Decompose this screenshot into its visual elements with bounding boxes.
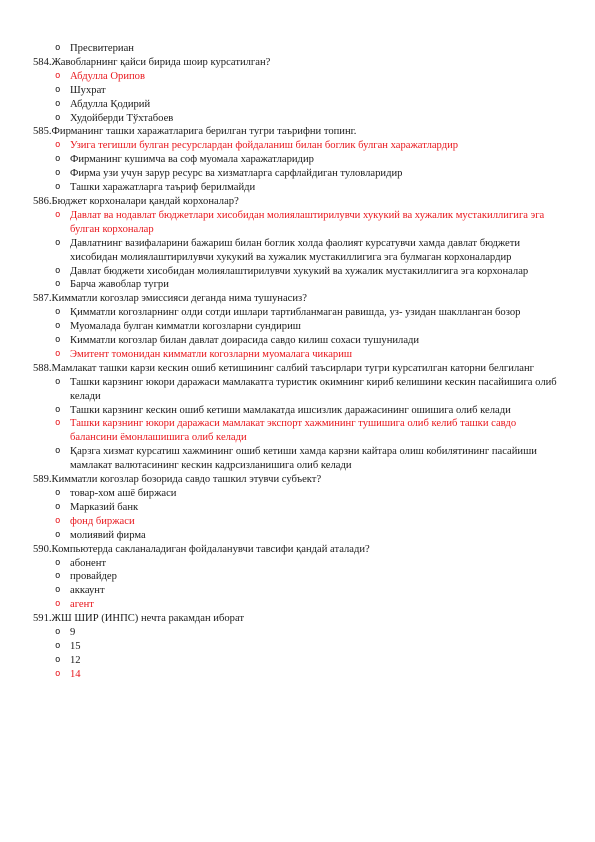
- answer-text: Муомалада булган кимматли когозларни сундириш: [70, 321, 301, 333]
- bullet-icon: o: [55, 501, 61, 512]
- bullet-icon: o: [55, 209, 61, 220]
- answer-text: агент: [70, 599, 94, 611]
- answer-option: [33, 278, 561, 292]
- answer-option-correct: [33, 668, 561, 682]
- bullet-icon: o: [55, 140, 61, 151]
- answer-option: [33, 84, 561, 98]
- answer-option-correct: [33, 70, 561, 84]
- answer-text: провайдер: [70, 571, 117, 583]
- answer-option: [33, 445, 561, 473]
- question-text: 585.Фирманинг ташки харажатларига берилган тугри таърифни топинг.: [33, 126, 357, 138]
- answer-options: [33, 42, 561, 56]
- answer-option: [33, 153, 561, 167]
- question-block: [33, 56, 561, 126]
- answer-text: Ташки карзнинг кескин ошиб кетиши мамлакатда ишсизлик даражасининг ошишига олиб келади: [70, 404, 511, 416]
- question-text: 587.Кимматли когозлар эмиссияси деганда нима тушунасиз?: [33, 293, 307, 305]
- answer-text: Марказий банк: [70, 501, 139, 513]
- answer-option-correct: [33, 515, 561, 529]
- question-block: [33, 362, 561, 473]
- bullet-icon: o: [55, 599, 61, 610]
- answer-text: Худойберди Тўхтабоев: [70, 112, 174, 124]
- answer-options: [33, 209, 561, 292]
- bullet-icon: o: [55, 571, 61, 582]
- question-text: 591.ЖШ ШИР (ИНПС) нечта ракамдан иборат: [33, 613, 245, 625]
- answer-option: [33, 376, 561, 404]
- bullet-icon: o: [55, 404, 61, 415]
- bullet-icon: o: [55, 376, 61, 387]
- bullet-icon: o: [55, 84, 61, 95]
- answer-option: [33, 640, 561, 654]
- answer-option: [33, 529, 561, 543]
- answer-option: [33, 501, 561, 515]
- question-block: [33, 473, 561, 543]
- answer-text: Ташки карзнинг юкори даражаси мамлакатга туристик окимнинг кириб келишини кескин пасайишига олиб келади: [70, 376, 557, 402]
- answer-option: [33, 487, 561, 501]
- question-text: 588.Мамлакат ташки карзи кескин ошиб кетишининг салбий таъсирлари тугри курсатилган каторни белгиланг: [33, 362, 534, 374]
- answer-options: [33, 376, 561, 473]
- question-block: [33, 42, 561, 56]
- answer-option: [33, 112, 561, 126]
- answer-text: Ташки харажатларга таъриф берилмайди: [70, 182, 256, 194]
- bullet-icon: o: [55, 348, 61, 359]
- answer-option: [33, 306, 561, 320]
- answer-text: Давлат бюджети хисобидан молиялаштирилувчи хукукий ва хужалик мустакиллигига эга корхоналар: [70, 265, 529, 277]
- answer-option: [33, 320, 561, 334]
- answer-text: Эмитент томонидан кимматли когозларни муомалага чикариш: [70, 348, 353, 360]
- bullet-icon: o: [55, 515, 61, 526]
- bullet-icon: o: [55, 265, 61, 276]
- answer-option: [33, 404, 561, 418]
- answer-text: Қарзга хизмат курсатиш хажмининг ошиб кетиши хамда карзни кайтара олиш кобилятининг пасайиши мамлакат валютасининг кескин кадрсизланишига олиб келади: [70, 446, 537, 472]
- answer-option: [33, 654, 561, 668]
- answer-options: [33, 139, 561, 195]
- answer-options: [33, 626, 561, 682]
- answer-text: товар-хом ашё биржаси: [70, 488, 177, 499]
- answer-option: [33, 265, 561, 279]
- answer-text: 14: [70, 668, 81, 680]
- answer-option-correct: [33, 348, 561, 362]
- answer-text: Давлатнинг вазифаларини бажариш билан боглик холда фаолият курсатувчи хамда давлат бюджети хисобидан молиялаштирилувчи хукукий ва хужалик мустакиллигига эга булмаган корхоналардир: [70, 237, 521, 263]
- question-block: [33, 292, 561, 362]
- answer-options: [33, 70, 561, 126]
- answer-option: [33, 42, 561, 56]
- bullet-icon: o: [55, 43, 61, 53]
- answer-text: молиявий фирма: [70, 529, 146, 541]
- question-block: [33, 125, 561, 195]
- question-block: [33, 543, 561, 613]
- bullet-icon: o: [55, 279, 61, 290]
- answer-text: Узига тегишли булган ресурслардан фойдаланиш билан боглик булган харажатлардир: [70, 140, 459, 152]
- bullet-icon: o: [55, 488, 61, 498]
- answer-text: Шухрат: [70, 84, 106, 96]
- bullet-icon: o: [55, 529, 61, 540]
- question-text: 589.Кимматли когозлар бозорида савдо ташкил этувчи субъект?: [33, 474, 322, 486]
- answer-option: [33, 584, 561, 598]
- answer-text: 12: [70, 654, 81, 666]
- answer-text: 15: [70, 640, 81, 652]
- answer-options: [33, 487, 561, 543]
- bullet-icon: o: [55, 557, 61, 568]
- answer-option: [33, 181, 561, 195]
- bullet-icon: o: [55, 98, 61, 109]
- bullet-icon: o: [55, 321, 61, 332]
- bullet-icon: o: [55, 307, 61, 318]
- answer-option: [33, 557, 561, 571]
- bullet-icon: o: [55, 640, 61, 651]
- answer-text: Кимматли когозлар билан давлат доирасида савдо килиш сохаси тушунилади: [70, 335, 420, 347]
- answer-text: аккаунт: [70, 585, 105, 597]
- bullet-icon: o: [55, 154, 61, 165]
- question-block: [33, 612, 561, 682]
- answer-option: [33, 570, 561, 584]
- answer-text: Абдулла Орипов: [70, 70, 145, 82]
- answer-text: Қимматли когозларнинг олди сотди ишлари тартибланмаган равишда, уз- узидан шаклланган бозор: [70, 307, 521, 319]
- answer-text: абонент: [70, 557, 107, 569]
- question-text: 586.Бюджет корхоналари қандай корхоналар?: [33, 195, 239, 207]
- answer-text: Ташки карзнинг юкори даражаси мамлакат экспорт хажмининг тушишига олиб келиб ташки савдо балансини ёмонлашишига олиб келади: [70, 418, 517, 444]
- answer-text: Фирма узи учун зарур ресурс ва хизматларга сарфлайдиган туловларидир: [70, 168, 403, 180]
- question-text: 584.Жавобларнинг қайси бирида шоир курсатилган?: [33, 56, 271, 68]
- question-text: 590.Компьютерда сакланаладиган фойдаланувчи тавсифи қандай аталади?: [33, 543, 370, 555]
- question-block: [33, 195, 561, 292]
- answer-text: фонд биржаси: [70, 515, 135, 527]
- bullet-icon: o: [55, 112, 61, 123]
- bullet-icon: o: [55, 585, 61, 596]
- answer-option: [33, 237, 561, 265]
- answer-option-correct: [33, 209, 561, 237]
- bullet-icon: o: [55, 418, 61, 429]
- bullet-icon: o: [55, 70, 61, 81]
- answer-text: Барча жавоблар тугри: [70, 279, 169, 291]
- answer-option-correct: [33, 598, 561, 612]
- bullet-icon: o: [55, 182, 61, 193]
- document-body: [33, 42, 561, 682]
- answer-options: [33, 557, 561, 613]
- answer-option: [33, 626, 561, 640]
- answer-option-correct: [33, 417, 561, 445]
- answer-option: [33, 167, 561, 181]
- answer-option-correct: [33, 139, 561, 153]
- answer-text: Абдулла Қодирий: [70, 98, 151, 110]
- answer-text: Фирманинг кушимча ва соф муомала харажатларидир: [70, 154, 314, 166]
- answer-option: [33, 98, 561, 112]
- answer-text: 9: [70, 627, 76, 639]
- bullet-icon: o: [55, 335, 61, 346]
- bullet-icon: o: [55, 668, 61, 679]
- answer-option: [33, 334, 561, 348]
- bullet-icon: o: [55, 168, 61, 179]
- bullet-icon: o: [55, 627, 61, 638]
- answer-text: Давлат ва нодавлат бюджетлари хисобидан молиялаштирилувчи хукукий ва хужалик мустакиллигига эга булган корхоналар: [70, 209, 545, 235]
- answer-options: [33, 306, 561, 362]
- bullet-icon: o: [55, 446, 61, 457]
- bullet-icon: o: [55, 654, 61, 665]
- answer-text: Пресвитериан: [70, 43, 134, 54]
- bullet-icon: o: [55, 237, 61, 248]
